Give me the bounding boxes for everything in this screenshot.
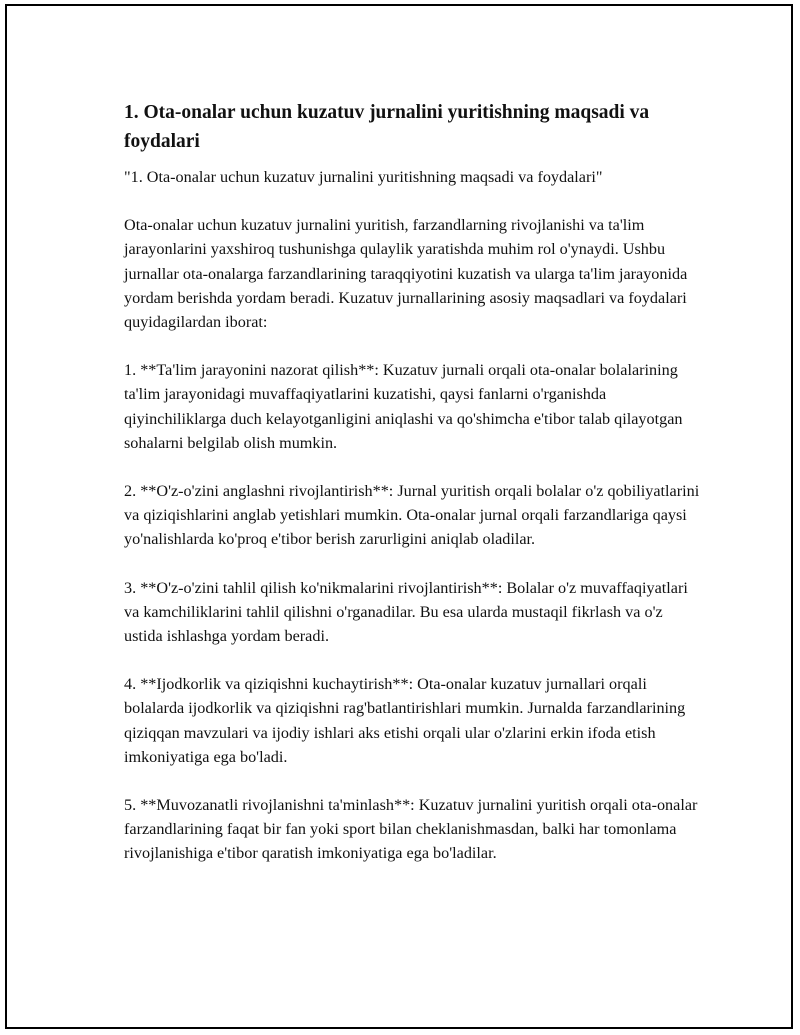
document-title: 1. Ota-onalar uchun kuzatuv jurnalini yuritishning maqsadi va foydalari (124, 102, 650, 152)
list-item-4: 4. **Ijodkorlik va qiziqishni kuchaytirish**: Ota-onalar kuzatuv jurnallari orqali bolalarda ijodkorlik va qiziqishni rag'batlantirishlari mumkin. Jurnalda farzandlarining qiziqqan mavzulari va ijodiy ishlari aks etishi orqali ular o'zlarini erkin ifoda etish imkoniyatiga ega bo'ladi. (124, 675, 686, 766)
list-item-1: 1. **Ta'lim jarayonini nazorat qilish**: Kuzatuv jurnali orqali ota-onalar bolalarining ta'lim jarayonidagi muvaffaqiyatlarini kuzatishi, qaysi fanlarni o'rganishda qiyinchiliklarga duch kelayotganligini aniqlashi va qo'shimcha e'tibor talab qilayotgan sohalarni belgilab olish mumkin. (124, 361, 683, 452)
list-item-3: 3. **O'z-o'zini tahlil qilish ko'nikmalarini rivojlantirish**: Bolalar o'z muvaffaqiyatlari va kamchiliklarini tahlil qilishni o'rganadilar. Bu esa ularda mustaqil fikrlash va o'z ustida ishlashga yordam beradi. (124, 578, 688, 646)
list-item-5: 5. **Muvozanatli rivojlanishni ta'minlash**: Kuzatuv jurnalini yuritish orqali ota-onalar farzandlarining faqat bir fan yoki sport bilan cheklanishmasdan, balki har tomonlama rivojlanishiga e'tibor qaratish imkoniyatiga ega bo'ladilar. (124, 796, 698, 863)
list-item-2: 2. **O'z-o'zini anglashni rivojlantirish**: Jurnal yuritish orqali bolalar o'z qobiliyatlarini va qiziqishlarini anglab yetishlari mumkin. Ota-onalar jurnal orqali farzandlariga qaysi yo'nalishlarda ko'proq e'tibor berish zarurligini aniqlab oladilar. (124, 482, 700, 549)
page-frame (5, 4, 793, 1029)
document-subtitle: "1. Ota-onalar uchun kuzatuv jurnalini yuritishning maqsadi va foydalari" (124, 168, 603, 186)
intro-paragraph: Ota-onalar uchun kuzatuv jurnalini yuritish, farzandlarning rivojlanishi va ta'lim jarayonlarini yaxshiroq tushunishga qulaylik yaratishda muhim rol o'ynaydi. Ushbu jurnallar ota-onalarga farzandlarining taraqqiyotini kuzatish va ularga ta'lim jarayonida yordam berishda yordam beradi. Kuzatuv jurnallarining asosiy maqsadlari va foydalari quyidagilardan iborat: (124, 216, 688, 332)
document-body (124, 98, 704, 890)
